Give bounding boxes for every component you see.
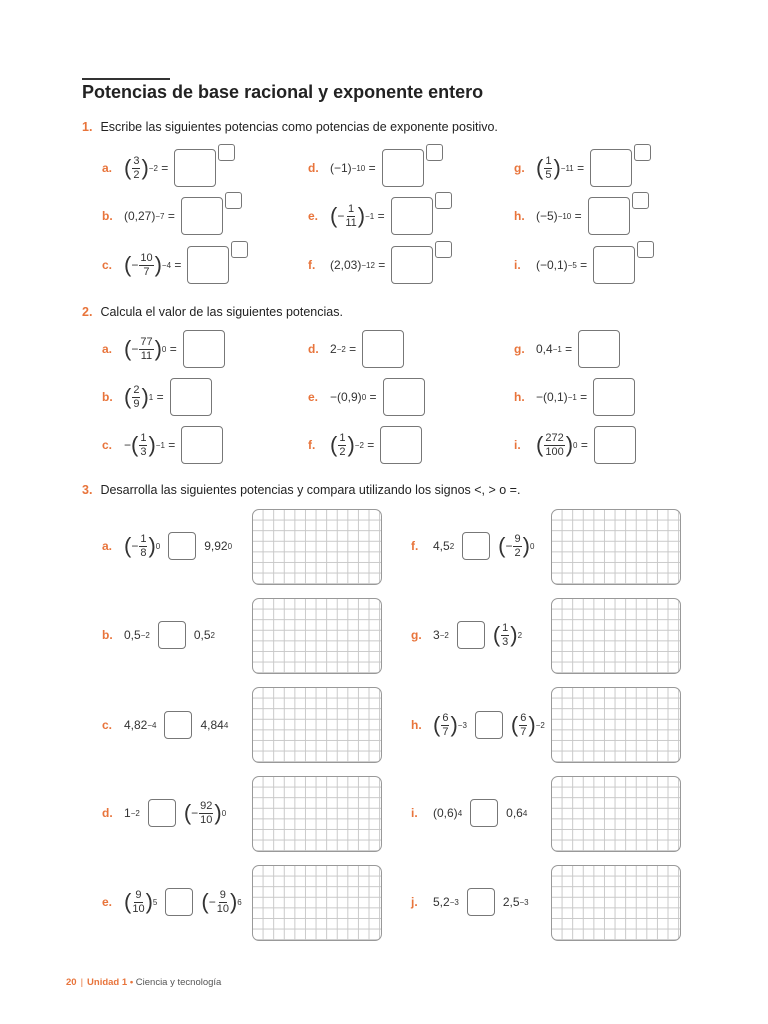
exponent: 0 [529, 541, 535, 551]
check-box[interactable] [426, 144, 443, 161]
grid-work-area-g[interactable] [551, 598, 681, 674]
base: (2,03) [330, 258, 362, 272]
base: 0,4 [536, 342, 553, 356]
item-label: a. [102, 342, 113, 356]
denominator: 11 [140, 349, 153, 362]
numerator: 1 [545, 154, 552, 167]
base: 2,5 [502, 895, 520, 909]
numerator: 9 [514, 532, 521, 545]
answer-box[interactable] [578, 330, 620, 368]
compare-box[interactable] [462, 532, 490, 560]
base: 0,5 [193, 628, 211, 642]
exercise-2e [308, 375, 425, 419]
exercise-3f: f. 4,5 2 ( − $\frac{9}{2}$ ) 0 [411, 532, 535, 559]
exercise-1b [102, 194, 242, 238]
exponent: −2 [354, 440, 364, 450]
equals-sign: = [580, 258, 588, 272]
base: (−1) [330, 161, 352, 175]
exercise-3g: g. 3 −2 ( $\frac{1}{3}$ ) 2 [411, 621, 523, 648]
exponent: −11 [560, 163, 574, 173]
base: −(0,9) [330, 390, 362, 404]
exponent: −3 [449, 897, 459, 907]
exercise-3a: a. ( − $\frac{1}{8}$ ) 0 9,92 0 [102, 532, 233, 559]
exponent: 4 [457, 808, 463, 818]
exercise-1g: g. ( $\frac{1}{5}$ ) −11 = [514, 146, 651, 190]
section-1-heading [82, 120, 498, 134]
section-text: Escribe las siguientes potencias como potencias de exponente positivo. [100, 120, 498, 134]
base: 1 [124, 806, 131, 820]
equals-sign: = [367, 438, 375, 452]
item-label: c. [102, 438, 113, 452]
exercise-1d [308, 146, 443, 190]
exponent: −4 [147, 720, 157, 730]
equals-sign: = [161, 161, 169, 175]
equals-sign: = [574, 209, 582, 223]
answer-box[interactable] [181, 426, 223, 464]
base: −(0,1) [536, 390, 568, 404]
grid-work-area-e[interactable] [252, 865, 382, 941]
section-number: 1. [82, 120, 93, 134]
exponent: 2 [449, 541, 455, 551]
item-label: i. [411, 806, 418, 820]
exponent: −3 [519, 897, 529, 907]
exponent: 0 [361, 392, 367, 402]
exponent: −2 [130, 808, 140, 818]
exponent: −2 [439, 630, 449, 640]
grid-work-area-f[interactable] [551, 509, 681, 585]
grid-work-area-i[interactable] [551, 776, 681, 852]
item-label: i. [514, 438, 521, 452]
grid-work-area-a[interactable] [252, 509, 382, 585]
equals-sign: = [377, 209, 385, 223]
compare-box[interactable] [475, 711, 503, 739]
check-box[interactable] [634, 144, 651, 161]
exercise-3i [411, 791, 527, 835]
equals-sign: = [577, 161, 585, 175]
section-3-heading [82, 483, 520, 497]
exponent: −1 [567, 392, 577, 402]
exponent: −1 [365, 211, 375, 221]
numerator: 2 [133, 383, 140, 396]
denominator: 3 [140, 445, 147, 458]
base: 9,92 [204, 539, 228, 553]
equals-sign: = [174, 258, 182, 272]
denominator: 2 [133, 168, 140, 181]
sign: − [505, 539, 513, 553]
denominator: 3 [502, 635, 509, 648]
denominator: 7 [143, 265, 150, 278]
numerator: 1 [140, 431, 147, 444]
item-label: f. [411, 539, 419, 553]
item-label: c. [102, 258, 113, 272]
equals-sign: = [369, 390, 377, 404]
exponent: 6 [237, 897, 242, 907]
compare-box[interactable] [158, 621, 186, 649]
exercise-2f: f. ( $\frac{1}{2}$ ) −2 = [308, 423, 422, 467]
answer-box[interactable] [170, 378, 212, 416]
answer-box[interactable] [588, 197, 630, 235]
exponent: 0 [221, 808, 227, 818]
base: (0,27) [124, 209, 156, 223]
item-label: e. [308, 390, 319, 404]
sign: − [131, 539, 139, 553]
exponent: −2 [148, 163, 158, 173]
answer-box[interactable] [593, 378, 635, 416]
numerator: 1 [347, 202, 355, 215]
exponent: −3 [457, 720, 467, 730]
exponent: −1 [552, 344, 562, 354]
exponent: 4 [522, 808, 528, 818]
answer-box[interactable] [181, 197, 223, 235]
denominator: 10 [200, 813, 213, 826]
exponent: −12 [361, 260, 375, 270]
compare-box[interactable] [165, 888, 193, 916]
base: (−5) [536, 209, 558, 223]
item-label: d. [308, 342, 319, 356]
answer-box[interactable] [183, 330, 225, 368]
compare-box[interactable] [467, 888, 495, 916]
answer-box[interactable] [391, 197, 433, 235]
item-label: c. [102, 718, 113, 732]
base: 4,5 [433, 539, 450, 553]
exponent: −4 [161, 260, 172, 270]
exercise-1c: c. ( − $\frac{10}{7}$ ) −4 = [102, 243, 248, 287]
numerator: 92 [200, 799, 213, 812]
exercise-2h [514, 375, 635, 419]
base: 5,2 [433, 895, 450, 909]
denominator: 2 [339, 445, 346, 458]
denominator: 2 [514, 546, 521, 559]
exponent: −1 [155, 440, 165, 450]
item-label: a. [102, 539, 113, 553]
equals-sign: = [156, 390, 164, 404]
subject-label: Ciencia y tecnología [135, 977, 222, 988]
answer-box[interactable] [383, 378, 425, 416]
exercise-3h: h. ( $\frac{6}{7}$ ) −3 ( $\frac{6}{7}$ ) −2 [411, 711, 545, 738]
equals-sign: = [169, 342, 177, 356]
base: (−0,1) [536, 258, 568, 272]
equals-sign: = [378, 258, 386, 272]
exponent: −10 [351, 163, 366, 173]
numerator: 272 [545, 431, 564, 444]
denominator: 10 [216, 902, 229, 915]
base: 4,84 [200, 718, 224, 732]
denominator: 9 [133, 397, 140, 410]
equals-sign: = [565, 342, 573, 356]
exponent: −2 [140, 630, 150, 640]
item-label: d. [102, 806, 113, 820]
exercise-2c: c. − ( $\frac{1}{3}$ ) −1 = [102, 423, 223, 467]
check-box[interactable] [218, 144, 235, 161]
sign: − [131, 258, 139, 272]
item-label: g. [514, 342, 525, 356]
unit-label: Unidad 1 [87, 977, 128, 988]
base: 0,6 [506, 806, 523, 820]
answer-box[interactable] [594, 426, 636, 464]
item-label: g. [514, 161, 525, 175]
exponent: −2 [336, 344, 346, 354]
item-label: j. [411, 895, 418, 909]
sign: − [124, 438, 132, 452]
exercise-1e: e. ( − $\frac{1}{11}$ ) −1 = [308, 194, 452, 238]
numerator: 9 [135, 888, 142, 901]
denominator: 5 [545, 168, 552, 181]
exponent: −2 [535, 720, 545, 730]
denominator: 7 [520, 725, 527, 738]
page-title: Potencias de base racional y exponente entero [82, 82, 484, 102]
exponent: 4 [223, 720, 229, 730]
item-label: h. [411, 718, 422, 732]
exponent: 0 [161, 344, 167, 354]
item-label: e. [308, 209, 319, 223]
base: 0,5 [124, 628, 141, 642]
equals-sign: = [167, 209, 175, 223]
grid-work-area-h[interactable] [551, 687, 681, 763]
answer-box[interactable] [380, 426, 422, 464]
grid-work-area-j[interactable] [551, 865, 681, 941]
page-footer [66, 977, 221, 988]
item-label: h. [514, 209, 525, 223]
answer-box[interactable] [382, 149, 424, 187]
numerator: 1 [140, 532, 147, 545]
compare-box[interactable] [470, 799, 498, 827]
check-box[interactable] [435, 192, 452, 209]
check-box[interactable] [637, 241, 654, 258]
base: 4,82 [124, 718, 148, 732]
exercise-2b: b. ( $\frac{2}{9}$ ) 1 = [102, 375, 212, 419]
equals-sign: = [580, 438, 588, 452]
compare-box[interactable] [168, 532, 196, 560]
exercise-1i [514, 243, 654, 287]
footer-dot: • [129, 977, 134, 988]
exercise-2d [308, 327, 404, 371]
equals-sign: = [349, 342, 357, 356]
exercise-2a: a. ( − $\frac{77}{11}$ ) 0 = [102, 327, 225, 371]
equals-sign: = [168, 438, 176, 452]
numerator: 77 [140, 335, 153, 348]
numerator: 1 [502, 621, 509, 634]
item-label: h. [514, 390, 525, 404]
exercise-2g [514, 327, 620, 371]
exponent: 1 [148, 392, 154, 402]
answer-box[interactable] [391, 246, 433, 284]
denominator: 11 [345, 216, 357, 229]
base: 3 [433, 628, 440, 642]
grid-work-area-b[interactable] [252, 598, 382, 674]
check-box[interactable] [435, 241, 452, 258]
item-label: i. [514, 258, 521, 272]
compare-box[interactable] [457, 621, 485, 649]
grid-work-area-c[interactable] [252, 687, 382, 763]
item-label: f. [308, 438, 316, 452]
answer-box[interactable] [187, 246, 229, 284]
exponent: 0 [227, 541, 233, 551]
numerator: 3 [133, 154, 140, 167]
check-box[interactable] [231, 241, 248, 258]
exercise-3c [102, 703, 228, 747]
exponent: −7 [155, 211, 165, 221]
exercise-3e: e. ( $\frac{9}{10}$ ) 5 ( − $\frac{9}{10}$ ) 6 [102, 888, 242, 915]
equals-sign: = [368, 161, 376, 175]
exercise-3b [102, 613, 215, 657]
check-box[interactable] [225, 192, 242, 209]
sign: − [191, 806, 199, 820]
sign: − [337, 209, 345, 223]
item-label: g. [411, 628, 422, 642]
numerator: 6 [520, 711, 527, 724]
numerator: 9 [219, 888, 226, 901]
exponent: 2 [517, 630, 523, 640]
item-label: e. [102, 895, 113, 909]
item-label: a. [102, 161, 113, 175]
exercise-1a: a. ( $\frac{3}{2}$ ) −2 = [102, 146, 235, 190]
grid-work-area-d[interactable] [252, 776, 382, 852]
numerator: 6 [442, 711, 449, 724]
exponent: −5 [567, 260, 577, 270]
denominator: 100 [545, 445, 564, 458]
section-number: 3. [82, 483, 93, 497]
exercise-1f [308, 243, 452, 287]
exponent: −10 [557, 211, 572, 221]
item-label: b. [102, 628, 113, 642]
section-text: Calcula el valor de las siguientes potencias. [100, 305, 343, 319]
exponent: 2 [210, 630, 215, 640]
base: (0,6) [433, 806, 458, 820]
title-rule [82, 78, 170, 80]
compare-box[interactable] [164, 711, 192, 739]
answer-box[interactable] [590, 149, 632, 187]
equals-sign: = [580, 390, 588, 404]
compare-box[interactable] [148, 799, 176, 827]
exponent: 0 [155, 541, 161, 551]
answer-box[interactable] [362, 330, 404, 368]
page-number: 20 [66, 977, 77, 988]
sign: − [131, 342, 139, 356]
section-text: Desarrolla las siguientes potencias y compara utilizando los signos <, > o =. [100, 483, 521, 497]
section-number: 2. [82, 305, 93, 319]
exercise-3d: d. 1 −2 ( − $\frac{92}{10}$ ) 0 [102, 799, 227, 826]
base: 2 [330, 342, 337, 356]
item-label: f. [308, 258, 316, 272]
denominator: 8 [140, 546, 147, 559]
exponent: 0 [573, 440, 578, 450]
numerator: 10 [140, 251, 153, 264]
sign: − [208, 895, 216, 909]
denominator: 10 [132, 902, 145, 915]
answer-box[interactable] [174, 149, 216, 187]
footer-separator: | [80, 977, 84, 988]
answer-box[interactable] [593, 246, 635, 284]
exercise-2i: i. ( $\frac{272}{100}$ ) 0 = [514, 423, 636, 467]
exponent: 5 [152, 897, 158, 907]
check-box[interactable] [632, 192, 649, 209]
section-2-heading [82, 305, 343, 319]
exercise-3j [411, 880, 529, 924]
exercise-1h [514, 194, 649, 238]
item-label: b. [102, 209, 113, 223]
item-label: b. [102, 390, 113, 404]
item-label: d. [308, 161, 319, 175]
numerator: 1 [339, 431, 346, 444]
denominator: 7 [442, 725, 449, 738]
